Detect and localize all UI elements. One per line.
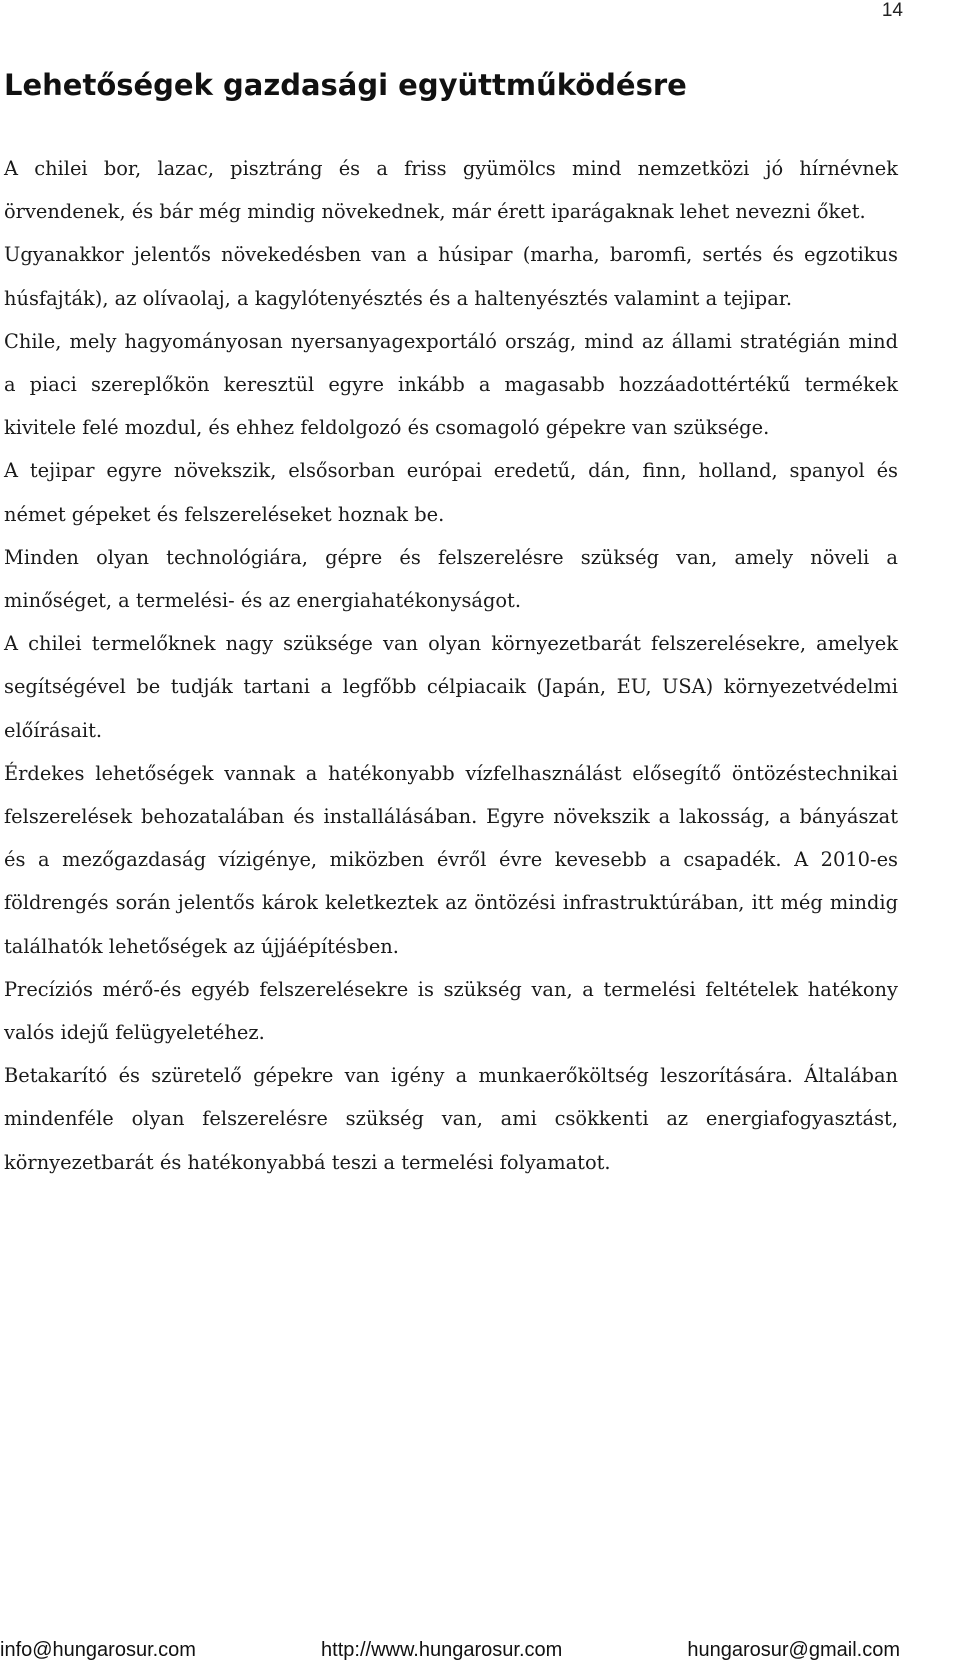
paragraph-technology: Minden olyan technológiára, gépre és felszerelésre szükség van, amely növeli a minőséget, a termelési- és az energiahatékonyságot. — [4, 545, 898, 613]
paragraph-harvesting: Betakarító és szüretelő gépekre van igény a munkaerőköltség leszorítására. Általában mindenféle olyan felszerelésre szükség van, ami csökkenti az energiafogyasztást, környezetbarát és hatékonyabbá teszi a termelési folyamatot. — [4, 1064, 898, 1174]
page-number: 14 — [881, 0, 903, 21]
footer-gmail-link[interactable]: hungarosur@gmail.com — [687, 1639, 900, 1661]
paragraph-eco-equipment: A chilei termelőknek nagy szüksége van olyan környezetbarát felszerelésekre, amelyek segítségével be tudják tartani a legfőbb célpiacaik (Japán, EU, USA) környezetvédelmi előírásait. — [4, 632, 898, 742]
footer-email-link[interactable]: info@hungarosur.com — [0, 1639, 196, 1661]
paragraph-meat-industry: Ugyanakkor jelentős növekedésben van a húsipar (marha, baromfi, sertés és egzotikus húsfajták), az olívaolaj, a kagylótenyésztés és a haltenyésztés valamint a tejipar. — [4, 243, 898, 310]
paragraph-irrigation: Érdekes lehetőségek vannak a hatékonyabb vízfelhasználást elősegítő öntözéstechnikai felszerelések behozatalában és installálásában. Egyre növekszik a lakosság, a bányászat és a mezőgazdaság vízigénye, miközben évről évre kevesebb a csapadék. A 2010-es földrengés során jelentős károk keletkeztek az öntözési infrastruktúrában, itt még mindig találhatók lehetőségek az újjáépítésben. — [4, 761, 898, 958]
paragraph-chile-exports: Chile, mely hagyományosan nyersanyagexportáló ország, mind az állami stratégián mind a piaci szereplőkön keresztül egyre inkább a magasabb hozzáadottértékű termékek kivitele felé mozdul, és ehhez feldolgozó és csomagoló gépekre van szüksége. — [4, 329, 898, 440]
paragraph-wine-salmon: A chilei bor, lazac, pisztráng és a friss gyümölcs mind nemzetközi jó hírnévnek örvendenek, és bár még mindig növekednek, már érett iparágaknak lehet nevezni őket. — [4, 157, 898, 224]
paragraph-precision: Precíziós mérő-és egyéb felszerelésekre is szükség van, a termelési feltételek hatékony valós idejű felügyeletéhez. — [4, 977, 898, 1045]
document-body — [4, 147, 898, 1184]
page-footer — [0, 1639, 900, 1662]
paragraph-dairy: A tejipar egyre növekszik, elsősorban európai eredetű, dán, finn, holland, spanyol és német gépeket és felszereléseket hoznak be. — [4, 459, 898, 526]
page-title: Lehetőségek gazdasági együttműködésre — [4, 68, 687, 102]
footer-website-link[interactable]: http://www.hungarosur.com — [321, 1639, 563, 1661]
